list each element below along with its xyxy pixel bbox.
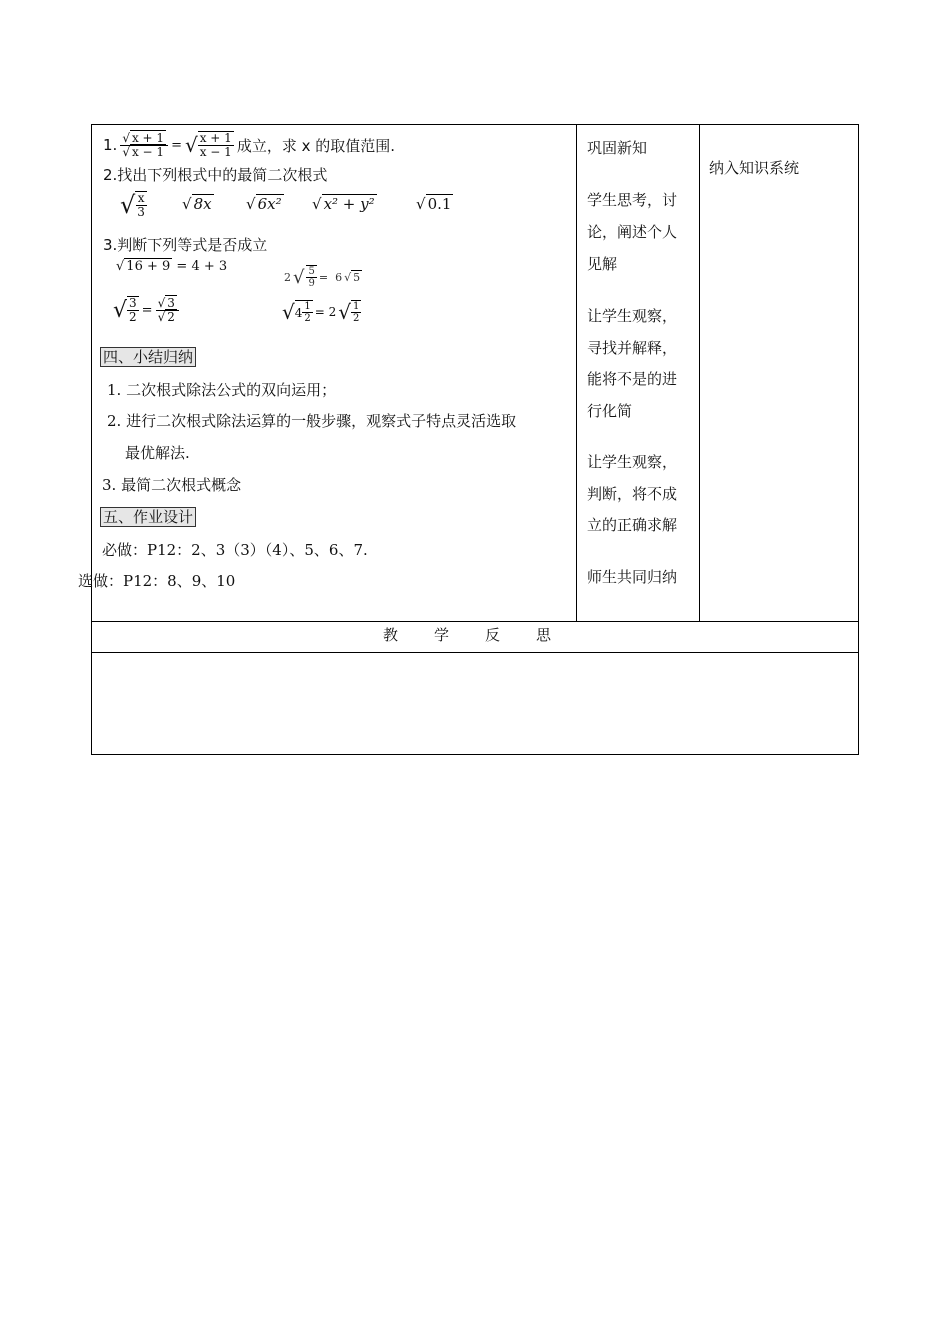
q3-eq1: √ 16 + 9 = 4 + 3 [116,259,228,274]
middle-item-11: 立的正确求解 [587,516,678,534]
middle-item-3: 论，阐述个人 [587,223,678,241]
radical-0-1: √ 0.1 [416,195,452,213]
question-1-suffix: 成立，求 x 的取值范围. [236,136,395,155]
q3-eq4: √ 4 $\frac{1}{2}$ = 2 √ $\frac{1}{2}$ [282,300,360,324]
middle-item-5: 让学生观察， [587,307,678,325]
table-border-left [91,124,92,755]
question-3-title: 3.判断下列等式是否成立 [103,236,268,254]
section-4-title: 四、小结归纳 [100,347,196,367]
row-divider-2 [91,652,859,653]
middle-item-1: 巩固新知 [587,139,648,157]
middle-item-2: 学生思考，讨 [587,191,678,209]
reflection-header: 教 学 反 思 [383,626,554,644]
summary-item-2: 2. 进行二次根式除法运算的一般步骤，观察式子特点灵活选取 [107,412,517,430]
radical-x-over-3: √ $\frac{x}{3}$ [120,191,145,219]
question-2-title: 2.找出下列根式中的最简二次根式 [103,166,328,184]
q3-eq3: √ $\frac{3}{2}$ = $\frac{√ 3}{√ 2}$ [113,296,179,324]
q1-lhs-fraction: $\frac{√ x + 1}{√ x - 1}$ [120,132,168,159]
table-border-bottom [91,754,859,755]
q3-eq2: 2 √ $\frac{5}{9}$ = 6 √ 5 [284,266,361,289]
summary-item-3: 3. 最简二次根式概念 [102,476,242,494]
reflection-content[interactable] [100,660,850,750]
summary-item-1: 1. 二次根式除法公式的双向运用； [107,381,337,399]
middle-item-4: 见解 [587,255,618,273]
radical-6x2: √ 6x² [246,195,282,213]
middle-item-12: 师生共同归纳 [587,568,678,586]
radical-x2-y2: √ x² + y² [312,195,375,213]
radical-8x: √ 8x [182,195,212,213]
middle-item-8: 行化简 [587,402,633,420]
q1-rhs-fraction: $\frac{x + 1}{x - 1}$ [199,131,232,159]
middle-item-7: 能将不是的进 [587,370,678,388]
summary-item-2-cont: 最优解法. [125,444,190,462]
column-divider-1 [576,124,577,622]
table-border-top-right [465,124,859,125]
sqrt-icon: √ [184,133,198,157]
right-column-text: 纳入知识系统 [709,159,800,177]
homework-optional: 选做：P12：8、9、10 [78,572,236,590]
middle-item-9: 让学生观察， [587,453,678,471]
middle-item-6: 寻找并解释， [587,339,678,357]
section-5-title: 五、作业设计 [100,507,196,527]
table-border-top-left [91,124,465,125]
table-border-right [858,124,859,755]
q2-radicals [120,189,470,233]
question-1: 1. $\frac{√ x + 1}{√ x - 1}$ = √ $\frac{x + 1}{x - 1}$ 成立，求 x 的取值范围. [103,130,395,159]
middle-item-10: 判断，将不成 [587,485,678,503]
column-divider-2 [699,124,700,622]
question-1-number: 1. [103,136,118,154]
homework-required: 必做：P12：2、3（3）（4）、5、6、7. [102,541,368,559]
row-divider-1 [91,621,859,622]
